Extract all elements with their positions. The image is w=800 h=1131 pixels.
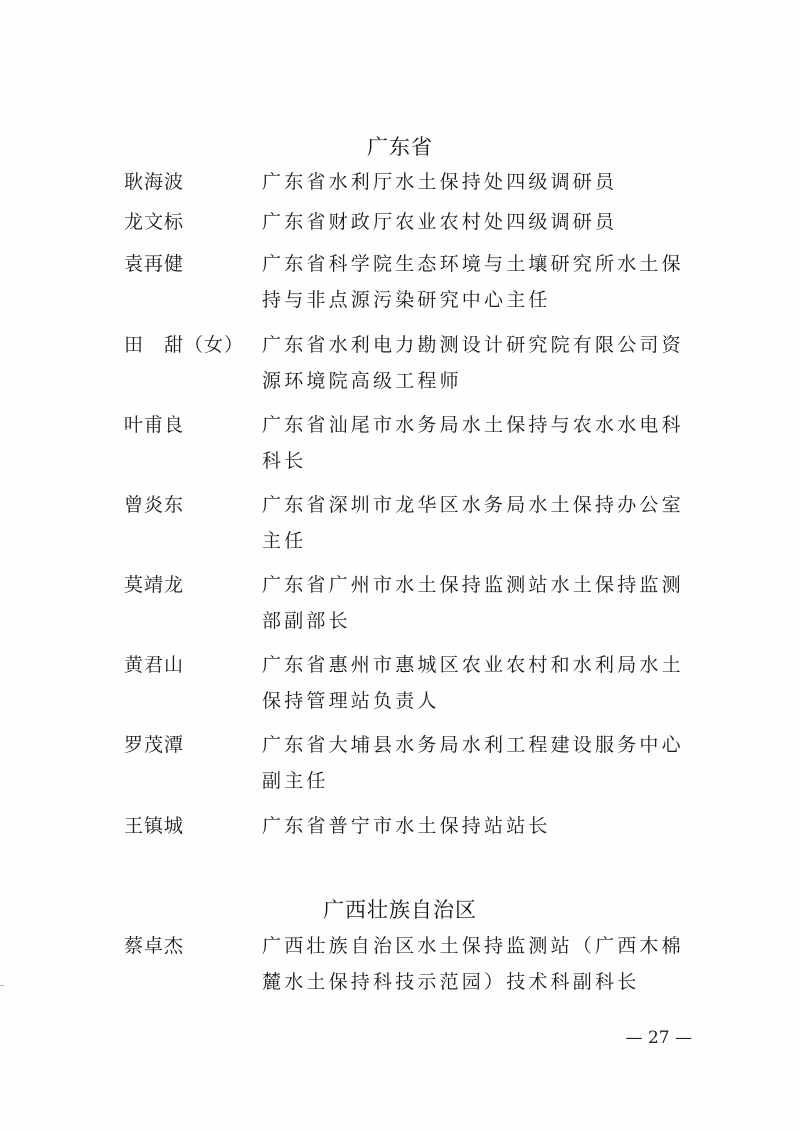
person-title: 广东省大埔县水务局水利工程建设服务中心副主任 [262, 734, 684, 792]
person-name: 袁再健 [124, 253, 185, 275]
person-title: 广东省广州市水土保持监测站水土保持监测部副部长 [262, 574, 684, 632]
person-title: 广东省水利厅水土保持处四级调研员 [262, 171, 618, 193]
scan-artifact [0, 985, 4, 986]
person-title: 广东省惠州市惠城区农业农村和水利局水土保持管理站负责人 [262, 654, 684, 712]
person-name: 叶甫良 [124, 414, 185, 436]
person-title: 广东省水利电力勘测设计研究院有限公司资源环境院高级工程师 [262, 334, 684, 392]
person-title: 广东省深圳市龙华区水务局水土保持办公室主任 [262, 494, 684, 552]
person-name: 王镇城 [124, 815, 185, 837]
person-name: 龙文标 [124, 211, 185, 233]
person-name: 蔡卓杰 [124, 935, 185, 957]
person-title: 广东省财政厅农业农村处四级调研员 [262, 211, 618, 233]
person-title: 广西壮族自治区水土保持监测站（广西木棉麓水土保持科技示范园）技术科副科长 [262, 935, 684, 993]
person-title: 广东省汕尾市水务局水土保持与农水水电科科长 [262, 414, 684, 472]
section-heading-guangxi: 广西壮族自治区 [323, 898, 477, 922]
person-name: 曾炎东 [124, 494, 185, 516]
person-title: 广东省普宁市水土保持站站长 [262, 815, 551, 837]
person-name: 黄君山 [124, 654, 185, 676]
section-heading-guangdong: 广东省 [367, 135, 433, 159]
person-name: 耿海波 [124, 171, 185, 193]
person-name: 罗茂潭 [124, 734, 185, 756]
page-number: — 27 — [625, 1028, 692, 1048]
person-title: 广东省科学院生态环境与土壤研究所水土保持与非点源污染研究中心主任 [262, 253, 684, 311]
person-name: 莫靖龙 [124, 574, 185, 596]
person-name: 田 甜（女） [124, 334, 245, 356]
